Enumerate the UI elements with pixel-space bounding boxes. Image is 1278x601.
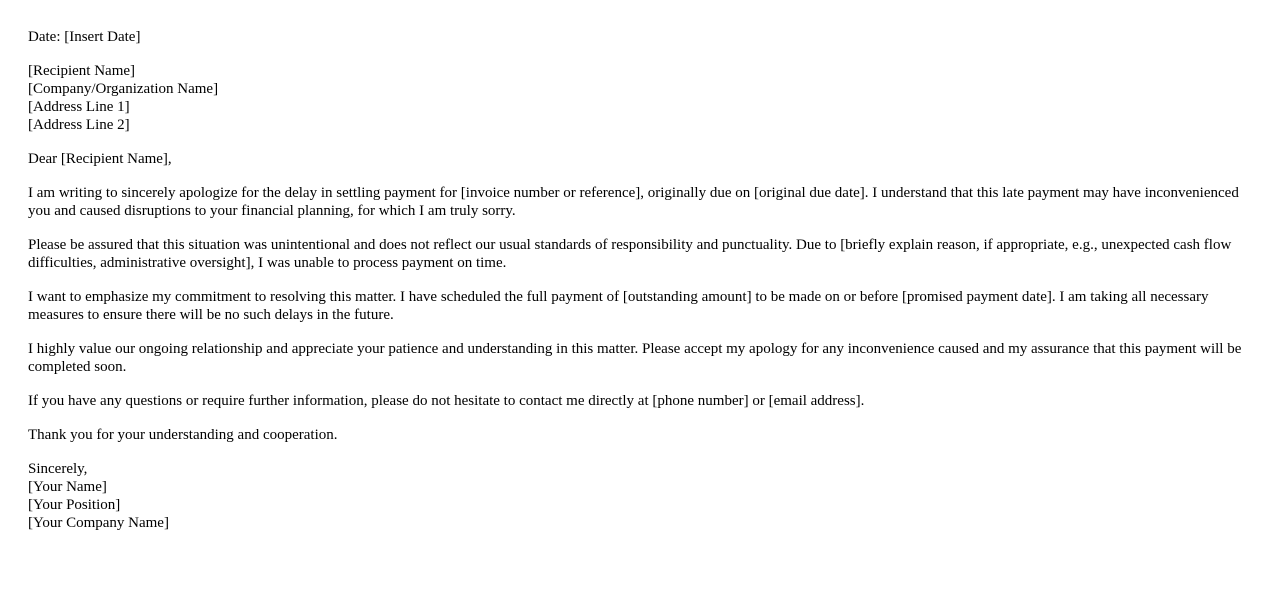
sign-off: Sincerely, [28, 461, 88, 477]
sender-company: [Your Company Name] [28, 515, 169, 531]
recipient-address-line-1: [Address Line 1] [28, 99, 130, 115]
recipient-address-block [28, 62, 1253, 134]
recipient-address-line-2: [Address Line 2] [28, 117, 130, 133]
sender-name: [Your Name] [28, 479, 107, 495]
salutation: Dear [Recipient Name], [28, 151, 172, 167]
body-paragraph-apology: I am writing to sincerely apologize for the delay in settling payment for [invoice number or reference], originally due on [original due date]. I understand that this late payment may have inconvenienced you and caused disruptions to your financial planning, for which I am truly sorry. [28, 185, 1239, 219]
letter-document [28, 28, 1253, 548]
date-line [28, 28, 1253, 46]
sender-position: [Your Position] [28, 497, 121, 513]
body-paragraph-commitment: I want to emphasize my commitment to resolving this matter. I have scheduled the full payment of [outstanding amount] to be made on or before [promised payment date]. I am taking all necessary measures to ensure there will be no such delays in the future. [28, 289, 1209, 323]
date-text: Date: [Insert Date] [28, 29, 141, 45]
body-paragraph-reason: Please be assured that this situation was unintentional and does not reflect our usual standards of responsibility and punctuality. Due to [briefly explain reason, if appropriate, e.g., unexpected cash flow difficulties, administrative oversight], I was unable to process payment on time. [28, 237, 1232, 271]
body-paragraph-relationship: I highly value our ongoing relationship and appreciate your patience and understanding in this matter. Please accept my apology for any inconvenience caused and my assurance that this payment will be completed soon. [28, 341, 1242, 375]
recipient-company: [Company/Organization Name] [28, 81, 219, 97]
body-paragraph-thanks: Thank you for your understanding and cooperation. [28, 427, 338, 443]
body-paragraph-contact: If you have any questions or require further information, please do not hesitate to contact me directly at [phone number] or [email address]. [28, 393, 865, 409]
recipient-name: [Recipient Name] [28, 63, 136, 79]
closing-signature-block [28, 460, 1253, 532]
